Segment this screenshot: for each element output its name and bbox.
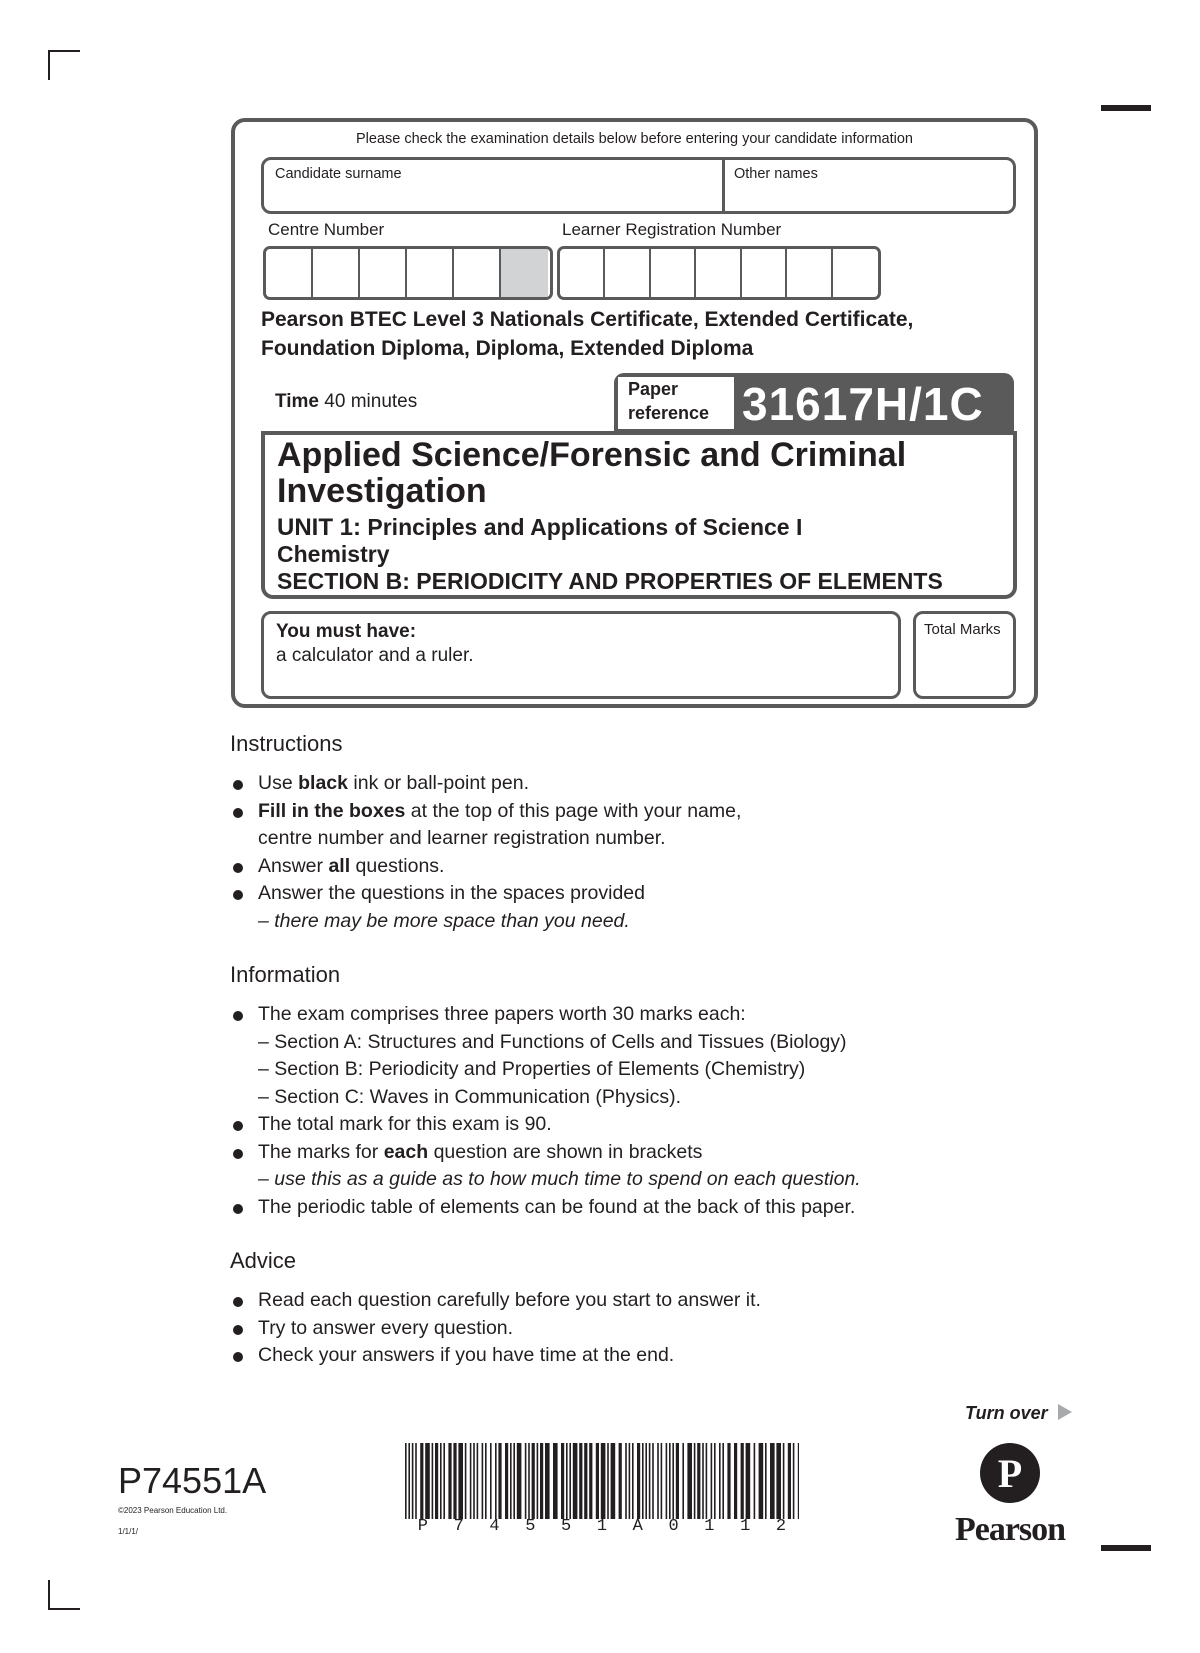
check-notice: Please check the examination details below before entering your candidate information bbox=[356, 131, 913, 147]
barcode-bar bbox=[510, 1443, 512, 1519]
barcode-bar bbox=[525, 1443, 527, 1519]
barcode-bar bbox=[714, 1443, 716, 1519]
list-item: Answer the questions in the spaces provided – there may be more space than you need. bbox=[230, 880, 990, 935]
barcode-bar bbox=[425, 1443, 430, 1519]
barcode-digit: 1 bbox=[704, 1517, 715, 1536]
digit-box[interactable] bbox=[696, 249, 741, 297]
turn-over-label: Turn over bbox=[965, 1403, 1048, 1423]
barcode-bar bbox=[561, 1443, 564, 1519]
barcode-bar bbox=[569, 1443, 571, 1519]
barcode-bar bbox=[682, 1443, 684, 1519]
total-marks-label: Total Marks bbox=[924, 621, 1001, 638]
total-marks-box bbox=[913, 611, 1016, 699]
barcode-digit: 4 bbox=[489, 1517, 500, 1536]
digit-box[interactable] bbox=[742, 249, 787, 297]
must-have-heading: You must have: bbox=[276, 621, 417, 642]
crop-mark-top-left-h bbox=[48, 50, 80, 52]
barcode-bar bbox=[498, 1443, 501, 1519]
barcode-bar bbox=[440, 1443, 442, 1519]
unit-prefix: UNIT 1: bbox=[277, 514, 361, 541]
paper-code: P74551A bbox=[118, 1460, 267, 1501]
registration-bar-top-right bbox=[1101, 105, 1151, 111]
barcode-bar bbox=[793, 1443, 795, 1519]
barcode-bar bbox=[405, 1443, 407, 1519]
barcode-bar bbox=[465, 1443, 467, 1519]
list-item: Use black ink or ball-point pen. bbox=[230, 770, 990, 798]
barcode-bar bbox=[408, 1443, 410, 1519]
unit-name: Principles and Applications of Science I bbox=[361, 514, 803, 540]
barcode-bar bbox=[765, 1443, 767, 1519]
barcode-bar bbox=[448, 1443, 451, 1519]
subject-line-2: Investigation bbox=[277, 472, 487, 510]
barcode-digits bbox=[405, 1517, 799, 1536]
centre-number-boxes[interactable] bbox=[263, 246, 553, 300]
barcode-bar bbox=[719, 1443, 721, 1519]
barcode-digit: 1 bbox=[740, 1517, 751, 1536]
centre-number-label: Centre Number bbox=[268, 220, 385, 239]
learner-reg-boxes[interactable] bbox=[557, 246, 881, 300]
paper-ref-code: 31617H/1C bbox=[742, 378, 984, 430]
time-allowed bbox=[275, 391, 417, 413]
pearson-wordmark: Pearson bbox=[954, 1511, 1066, 1548]
copyright: ©2023 Pearson Education Ltd. bbox=[118, 1506, 228, 1515]
barcode-bar bbox=[625, 1443, 627, 1519]
digit-box[interactable] bbox=[313, 249, 360, 297]
barcode-bar bbox=[657, 1443, 659, 1519]
barcode-bar bbox=[482, 1443, 484, 1519]
barcode-bar bbox=[477, 1443, 479, 1519]
barcode-bar bbox=[453, 1443, 456, 1519]
barcode-bar bbox=[734, 1443, 737, 1519]
barcode-bar bbox=[637, 1443, 640, 1519]
unit-title bbox=[277, 514, 802, 568]
barcode-bar bbox=[458, 1443, 463, 1519]
barcode-bar bbox=[607, 1443, 609, 1519]
barcode-bar bbox=[642, 1443, 644, 1519]
barcode-digit: 5 bbox=[561, 1517, 572, 1536]
paper-ref-label-2: reference bbox=[628, 403, 710, 423]
list-item: Try to answer every question. bbox=[230, 1315, 990, 1343]
barcode-bar bbox=[694, 1443, 696, 1519]
digit-box[interactable] bbox=[407, 249, 454, 297]
barcode-bar bbox=[672, 1443, 674, 1519]
barcode-bar bbox=[788, 1443, 791, 1519]
barcode-bar bbox=[783, 1443, 785, 1519]
logo-letter: P bbox=[997, 1451, 1023, 1496]
barcode-bar bbox=[435, 1443, 438, 1519]
barcode-bar bbox=[676, 1443, 679, 1519]
pearson-logo-icon bbox=[979, 1442, 1041, 1504]
barcode-bar bbox=[722, 1443, 724, 1519]
barcode-bar bbox=[495, 1443, 497, 1519]
barcode-bar bbox=[706, 1443, 708, 1519]
list-item: The exam comprises three papers worth 30 marks each: – Section A: Structures and Functions of Cells and Tissues (Biology) – Section B: Periodicity and Properties of Elements (Chemistry) – Section C: Waves in Communication (Physics). bbox=[230, 1001, 990, 1111]
name-box bbox=[261, 157, 1016, 214]
list-item: Read each question carefully before you start to answer it. bbox=[230, 1287, 990, 1315]
list-item: The marks for each question are shown in brackets – use this as a guide as to how much time to spend on each question. bbox=[230, 1139, 990, 1194]
barcode-bar bbox=[470, 1443, 472, 1519]
crop-mark-bottom-left-h bbox=[48, 1608, 80, 1610]
time-label: Time bbox=[275, 391, 320, 412]
barcode-bar bbox=[770, 1443, 775, 1519]
digit-box-shaded bbox=[501, 249, 548, 297]
barcode-bar bbox=[759, 1443, 764, 1519]
crop-mark-top-left-v bbox=[48, 50, 50, 80]
barcode-digit: 2 bbox=[775, 1517, 787, 1536]
digit-box[interactable] bbox=[833, 249, 878, 297]
digit-box[interactable] bbox=[560, 249, 605, 297]
barcode-bar bbox=[687, 1443, 692, 1519]
barcode-digit: 7 bbox=[453, 1517, 464, 1536]
barcode-bar bbox=[754, 1443, 756, 1519]
barcode-bar bbox=[798, 1443, 799, 1519]
subject-title bbox=[277, 437, 906, 509]
candidate-surname-label: Candidate surname bbox=[275, 166, 402, 182]
turn-over bbox=[965, 1403, 1072, 1424]
learner-reg-label: Learner Registration Number bbox=[562, 220, 782, 239]
barcode-bar bbox=[505, 1443, 508, 1519]
barcode-bar bbox=[741, 1443, 744, 1519]
barcode-bar bbox=[702, 1443, 704, 1519]
list-item: The periodic table of elements can be found at the back of this paper. bbox=[230, 1194, 990, 1222]
crop-mark-bottom-left-v bbox=[48, 1580, 50, 1610]
arrow-right-icon bbox=[1058, 1404, 1072, 1420]
barcode-bar bbox=[649, 1443, 651, 1519]
barcode-bar bbox=[412, 1443, 414, 1519]
registration-bar-bottom-right bbox=[1101, 1545, 1151, 1551]
barcode-bar bbox=[473, 1443, 475, 1519]
must-have-body: a calculator and a ruler. bbox=[276, 645, 474, 666]
other-names-label: Other names bbox=[734, 166, 818, 182]
barcode-digit: P bbox=[417, 1517, 428, 1536]
digit-box[interactable] bbox=[787, 249, 832, 297]
barcode-bar bbox=[528, 1443, 530, 1519]
section-title: SECTION B: PERIODICITY AND PROPERTIES OF ELEMENTS bbox=[277, 568, 943, 594]
barcode-bar bbox=[727, 1443, 730, 1519]
barcode-bar bbox=[669, 1443, 671, 1519]
barcode-bar bbox=[517, 1443, 522, 1519]
barcode-bar bbox=[589, 1443, 592, 1519]
qualification-line-2: Foundation Diploma, Diploma, Extended Diploma bbox=[261, 337, 754, 360]
barcode-bar bbox=[697, 1443, 700, 1519]
digit-box[interactable] bbox=[651, 249, 696, 297]
list-item: Answer all questions. bbox=[230, 853, 990, 881]
barcode-bar bbox=[596, 1443, 599, 1519]
information-heading: Information bbox=[230, 962, 341, 987]
barcode-bar bbox=[420, 1443, 423, 1519]
advice-heading: Advice bbox=[230, 1248, 297, 1273]
paper-ref-label bbox=[618, 377, 734, 429]
paper-reference bbox=[614, 373, 1014, 433]
barcode-bar bbox=[545, 1443, 550, 1519]
barcode-bar bbox=[652, 1443, 654, 1519]
advice-list bbox=[230, 1287, 990, 1370]
digit-box[interactable] bbox=[360, 249, 407, 297]
digit-box[interactable] bbox=[266, 249, 313, 297]
barcode-bar bbox=[645, 1443, 647, 1519]
barcode-bar bbox=[513, 1443, 515, 1519]
barcode-bar bbox=[666, 1443, 668, 1519]
time-value: 40 minutes bbox=[324, 391, 418, 412]
list-item: Fill in the boxes at the top of this page with your name, centre number and learner registration number. bbox=[230, 798, 990, 853]
list-item: Check your answers if you have time at the end. bbox=[230, 1342, 990, 1370]
digit-box[interactable] bbox=[454, 249, 501, 297]
barcode-bar bbox=[601, 1443, 606, 1519]
barcode-bar bbox=[746, 1443, 751, 1519]
name-divider bbox=[722, 160, 725, 211]
barcode-bar bbox=[584, 1443, 587, 1519]
barcode-bar bbox=[432, 1443, 434, 1519]
instructions-list bbox=[230, 770, 990, 935]
barcode-bar bbox=[632, 1443, 634, 1519]
barcode-digit: 0 bbox=[668, 1517, 679, 1536]
must-have-box bbox=[261, 611, 901, 699]
barcode-digit: A bbox=[632, 1517, 643, 1536]
barcode-bar bbox=[573, 1443, 578, 1519]
barcode-bar bbox=[490, 1443, 492, 1519]
barcode-bar bbox=[661, 1443, 663, 1519]
information-list bbox=[230, 1001, 990, 1221]
barcode-bar bbox=[485, 1443, 487, 1519]
subject-line-1: Applied Science/Forensic and Criminal bbox=[277, 436, 907, 474]
barcode-bar bbox=[443, 1443, 445, 1519]
pearson-logo bbox=[940, 1442, 1080, 1549]
barcode-bar bbox=[629, 1443, 631, 1519]
barcode-bar bbox=[415, 1443, 417, 1519]
list-item: The total mark for this exam is 90. bbox=[230, 1111, 990, 1139]
barcode-bar bbox=[579, 1443, 582, 1519]
candidate-info-frame bbox=[231, 118, 1038, 708]
barcode-bar bbox=[711, 1443, 713, 1519]
barcode-bar bbox=[619, 1443, 622, 1519]
paper-ref-label-1: Paper bbox=[628, 379, 679, 399]
qualification-line-1: Pearson BTEC Level 3 Nationals Certificate, Extended Certificate, bbox=[261, 308, 914, 331]
barcode-digit: 5 bbox=[525, 1517, 536, 1536]
barcode-bar bbox=[776, 1443, 781, 1519]
barcode-bar bbox=[537, 1443, 539, 1519]
unit-subject: Chemistry bbox=[277, 541, 390, 567]
barcode-bar bbox=[611, 1443, 616, 1519]
barcode-digit: 1 bbox=[596, 1517, 608, 1536]
digit-box[interactable] bbox=[605, 249, 650, 297]
barcode-bar bbox=[553, 1443, 558, 1519]
instructions-heading: Instructions bbox=[230, 731, 343, 756]
title-box bbox=[261, 431, 1017, 599]
barcode-bar bbox=[566, 1443, 568, 1519]
version-code: 1/1/1/ bbox=[118, 1527, 139, 1536]
barcode-bar bbox=[532, 1443, 535, 1519]
barcode bbox=[405, 1443, 799, 1519]
barcode-bar bbox=[540, 1443, 543, 1519]
qualification-title bbox=[261, 305, 913, 363]
